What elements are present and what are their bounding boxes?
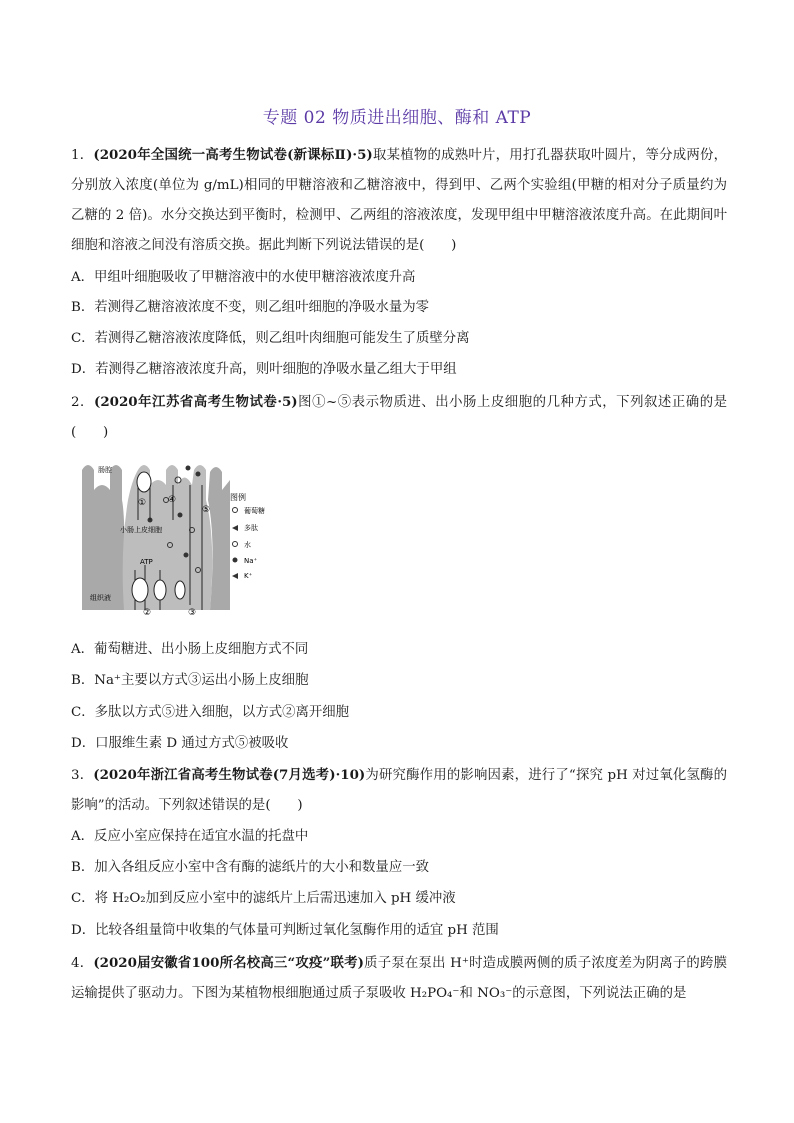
mark-2: ② xyxy=(143,608,152,618)
mark-1: ① xyxy=(138,498,147,508)
legend-peptide: 多肽 xyxy=(244,524,258,532)
tissue-label: 组织液 xyxy=(90,594,111,602)
question-stem: 为研究酶作用的影响因素，进行了“探究 pH 对过氧化氢酶的影响”的活动。下列叙述错误的是( ) xyxy=(71,768,727,813)
transport-diagram xyxy=(80,460,310,620)
legend-glucose: 葡萄糖 xyxy=(244,507,265,515)
question-4 xyxy=(71,948,727,1009)
question-stem: 图①~⑤表示物质进、出小肠上皮细胞的几种方式，下列叙述正确的是( ) xyxy=(71,395,728,440)
mark-5: ⑤ xyxy=(202,505,211,515)
question-stem: 取某植物的成熟叶片，用打孔器获取叶圆片，等分成两份，分别放入浓度(单位为 g/mL)相同的甲糖溶液和乙糖溶液中，得到甲、乙两个实验组(甲糖的相对分子质量约为乙糖的 2 倍)。水分交换达到平衡时，检测甲、乙两组的溶液浓度，发现甲组中甲糖溶液浓度升高。在此期间叶细胞和溶液之间没有溶质交换。据此判断下列说法错误的是( ) xyxy=(71,148,728,253)
question-number: 2． xyxy=(71,395,94,410)
option-b: B．Na⁺主要以方式③运出小肠上皮细胞 xyxy=(71,673,309,688)
option-a: A．甲组叶细胞吸收了甲糖溶液中的水使甲糖溶液浓度升高 xyxy=(71,270,416,285)
option-d: D．比较各组量筒中收集的气体量可判断过氧化氢酶作用的适宜 pH 范围 xyxy=(71,923,499,938)
option-c: C．多肽以方式⑤进入细胞，以方式②离开细胞 xyxy=(71,705,350,720)
question-source: (2020年江苏省高考生物试卷·5) xyxy=(93,394,298,410)
question-1 xyxy=(71,140,727,261)
question-stem: 质子泵在泵出 H⁺时造成膜两侧的质子浓度差为阴离子的跨膜运输提供了驱动力。下图为某植物根细胞通过质子泵吸收 H₂PO₄⁻和 NO₃⁻的示意图，下列说法正确的是 xyxy=(71,956,727,1001)
option-d: D．若测得乙糖溶液浓度升高，则叶细胞的净吸水量乙组大于甲组 xyxy=(71,362,457,377)
question-number: 1． xyxy=(71,148,94,163)
question-source: (2020年全国统一高考生物试卷(新课标Ⅱ)·5) xyxy=(93,147,373,163)
atp-label: ATP xyxy=(140,558,153,566)
option-a: A．葡萄糖进、出小肠上皮细胞方式不同 xyxy=(71,642,309,657)
question-2 xyxy=(71,387,727,448)
option-b: B．加入各组反应小室中含有酶的滤纸片的大小和数量应一致 xyxy=(71,860,429,875)
question-number: 3． xyxy=(71,768,94,783)
option-a: A．反应小室应保持在适宜水温的托盘中 xyxy=(71,829,309,844)
legend-title: 图例 xyxy=(230,493,246,502)
option-c: C．若测得乙糖溶液浓度降低，则乙组叶肉细胞可能发生了质壁分离 xyxy=(71,331,470,346)
option-b: B．若测得乙糖溶液浓度不变，则乙组叶细胞的净吸水量为零 xyxy=(71,300,429,315)
intestine-label: 肠腔 xyxy=(98,466,112,474)
question-3 xyxy=(71,760,727,821)
option-d: D．口服维生素 D 通过方式⑤被吸收 xyxy=(71,736,289,751)
legend-water: 水 xyxy=(244,541,251,549)
cell-label: 小肠上皮细胞 xyxy=(120,526,162,534)
page-title: 专题 02 物质进出细胞、酶和 ATP xyxy=(262,108,532,128)
legend-na: Na⁺ xyxy=(244,557,258,565)
question-number: 4． xyxy=(71,956,94,971)
legend-k: K⁺ xyxy=(244,572,253,580)
mark-4: ④ xyxy=(168,495,177,505)
question-source: (2020年浙江省高考生物试卷(7月选考)·10) xyxy=(93,767,366,783)
intestinal-cell-figure xyxy=(80,460,310,620)
mark-3: ③ xyxy=(188,608,197,618)
option-c: C．将 H₂O₂加到反应小室中的滤纸片上后需迅速加入 pH 缓冲液 xyxy=(71,891,456,906)
question-source: (2020届安徽省100所名校高三“攻疫”联考) xyxy=(93,955,364,971)
